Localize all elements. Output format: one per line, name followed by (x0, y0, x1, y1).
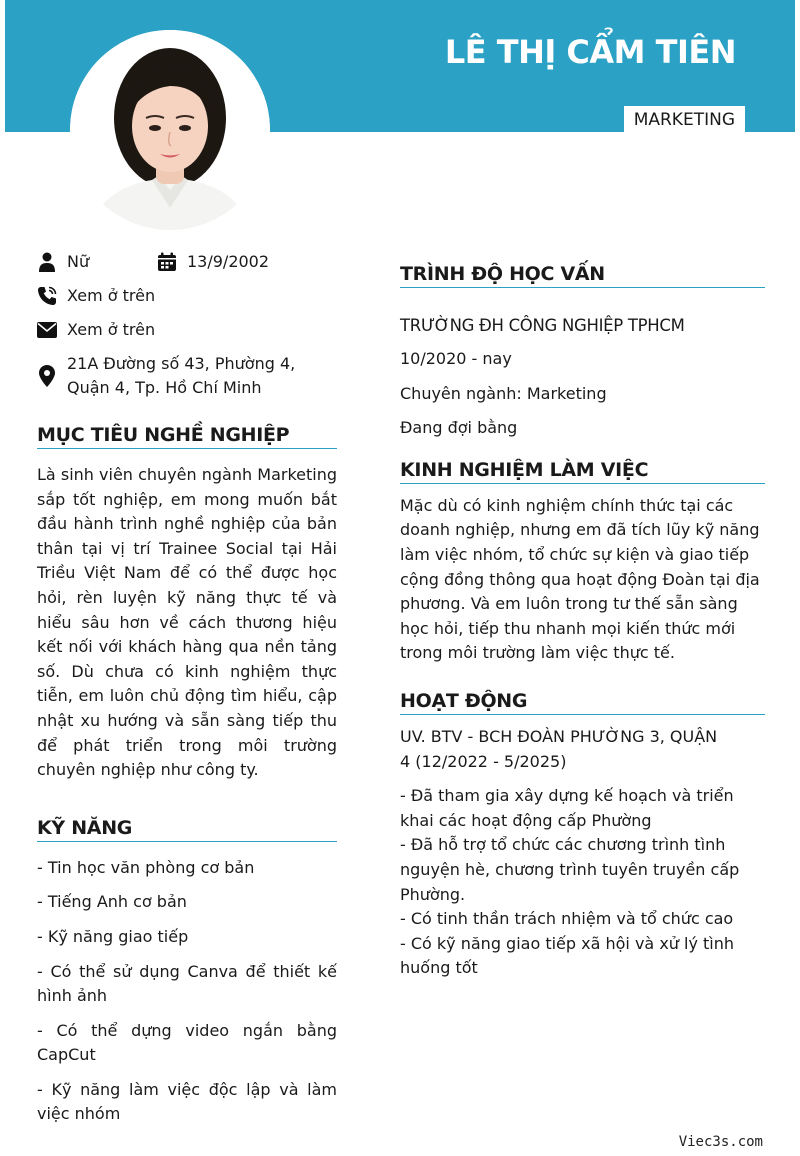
experience-title: KINH NGHIỆM LÀM VIỆC (400, 459, 765, 484)
activities-title: HOẠT ĐỘNG (400, 690, 765, 715)
candidate-name: LÊ THỊ CẨM TIÊN (444, 33, 736, 71)
job-title-badge: MARKETING (624, 106, 745, 134)
address-value (67, 352, 295, 400)
activity-detail-item: - Có kỹ năng giao tiếp xã hội và xử lý tình huống tốt (400, 933, 735, 978)
gender-item (37, 250, 157, 274)
location-icon (37, 352, 57, 400)
watermark: Viec3s.com (678, 1134, 763, 1150)
address-line-1: 21A Đường số 43, Phường 4, (67, 354, 296, 373)
email-row (37, 318, 337, 342)
gender-value: Nữ (67, 252, 90, 271)
avatar (70, 30, 270, 230)
phone-value: Xem ở trên (67, 286, 156, 305)
education-status: Đang đợi bằng (400, 418, 518, 438)
skill-item: - Kỹ năng giao tiếp (37, 926, 189, 946)
right-column (400, 263, 765, 981)
phone-icon (37, 284, 57, 308)
email-value: Xem ở trên (67, 320, 156, 339)
activity-details (400, 784, 765, 981)
address-line-2: Quận 4, Tp. Hồ Chí Minh (67, 378, 262, 397)
skill-item: - Tiếng Anh cơ bản (37, 892, 187, 912)
birthdate-value: 13/9/2002 (187, 252, 270, 271)
activity-position-line-2: 4 (12/2022 - 5/2025) (400, 751, 567, 771)
experience-text: Mặc dù có kinh nghiệm chính thức tại các doanh nghiệp, nhưng em đã tích lũy kỹ năng làm việc nhóm, tổ chức sự kiện và giao tiếp cộng đồng thông qua hoạt động Đoàn tại địa phương. Và em luôn trong tư thế sẵn sàng học hỏi, tiếp thu nhanh mọi kiến thức mới trong môi trường làm việc thực tế. (400, 495, 760, 663)
education-period: 10/2020 - nay (400, 349, 512, 368)
calendar-icon (157, 250, 177, 274)
skills-title: KỸ NĂNG (37, 817, 337, 842)
profile-photo (70, 30, 270, 230)
objective-title: MỤC TIÊU NGHỀ NGHIỆP (37, 424, 337, 449)
education-title: TRÌNH ĐỘ HỌC VẤN (400, 263, 765, 288)
birthdate-item (157, 250, 269, 274)
skill-item: - Có thể dựng video ngắn bằng CapCut (37, 1020, 337, 1065)
activity-position (400, 725, 765, 774)
user-icon (37, 250, 57, 274)
education-school: TRƯỜNG ĐH CÔNG NGHIỆP TPHCM (400, 316, 685, 335)
address-row (37, 352, 337, 400)
activity-position-line-1: UV. BTV - BCH ĐOÀN PHƯỜNG 3, QUẬN (400, 726, 718, 746)
email-icon (37, 318, 57, 342)
left-column (37, 250, 337, 1137)
activity-detail-item: - Có tinh thần trách nhiệm và tổ chức cao (400, 909, 734, 929)
skill-item: - Kỹ năng làm việc độc lập và làm việc nhóm (37, 1079, 337, 1124)
objective-text: Là sinh viên chuyên ngành Marketing sắp tốt nghiệp, em mong muốn bắt đầu hành trình nghề nghiệp của bản thân tại vị trí Trainee Social tại Hải Triều Việt Nam để có thể được học hỏi, rèn luyện kỹ năng thực tế và hiểu sâu hơn về cách thương hiệu kết nối với khách hàng qua nền tảng số. Dù chưa có kinh nghiệm thực tiễn, em luôn chủ động tìm hiểu, cập nhật xu hướng và sẵn sàng tiếp thu để phát triển trong môi trường chuyên nghiệp như công ty. (37, 465, 337, 780)
skills-list (37, 856, 337, 1127)
activity-detail-item: - Đã tham gia xây dựng kế hoạch và triển khai các hoạt động cấp Phường (400, 786, 734, 830)
skill-item: - Tin học văn phòng cơ bản (37, 857, 255, 877)
education-major: Chuyên ngành: Marketing (400, 383, 607, 403)
personal-info-row (37, 250, 337, 274)
phone-row (37, 284, 337, 308)
skill-item: - Có thể sử dụng Canva để thiết kế hình ảnh (37, 961, 337, 1006)
activity-detail-item: - Đã hỗ trợ tổ chức các chương trình tình nguyện hè, chương trình tuyên truyền cấp Phường. (400, 835, 740, 904)
